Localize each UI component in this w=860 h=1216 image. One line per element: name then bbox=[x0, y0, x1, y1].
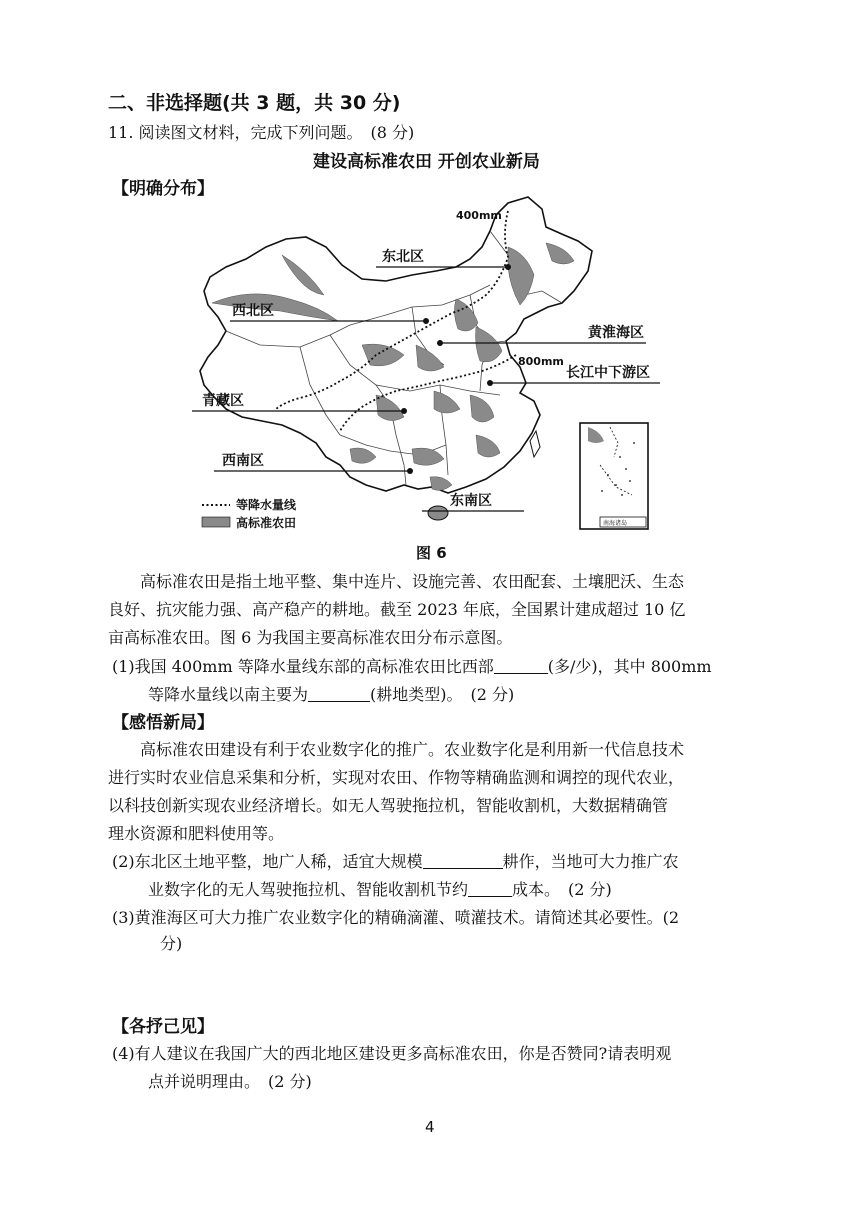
figure-caption: 图 6 bbox=[416, 544, 447, 562]
label-qingzang: 青藏区 bbox=[202, 393, 244, 409]
label-400mm: 400mm bbox=[456, 209, 502, 222]
q1-text-c: 等降水量线以南主要为 bbox=[148, 685, 309, 704]
q2-text-b: 耕作，当地可大力推广农 bbox=[502, 852, 679, 871]
question-1-line2 bbox=[148, 682, 514, 705]
q1-blank-2[interactable] bbox=[308, 685, 370, 702]
question-stem: 11. 阅读图文材料，完成下列问题。 (8 分) bbox=[108, 123, 415, 142]
question-title: 建设高标准农田 开创农业新局 bbox=[313, 152, 540, 172]
section-heading: 二、非选择题(共 3 题，共 30 分) bbox=[108, 92, 401, 114]
page-number: 4 bbox=[425, 1118, 435, 1136]
para2-line2: 进行实时农业信息采集和分析，实现对农田、作物等精确监测和调控的现代农业， bbox=[108, 768, 685, 787]
section-label-distribution: 【明确分布】 bbox=[112, 179, 214, 199]
label-northwest: 西北区 bbox=[232, 303, 274, 319]
q2-blank-2[interactable] bbox=[468, 880, 512, 897]
question-4-line1: (4)有人建议在我国广大的西北地区建设更多高标准农田，你是否赞同?请表明观 bbox=[112, 1044, 672, 1063]
question-4-line2: 点并说明理由。 (2 分) bbox=[148, 1072, 312, 1091]
q2-blank-1[interactable] bbox=[423, 852, 503, 869]
legend-farmland: 高标准农田 bbox=[236, 516, 297, 530]
q1-blank-1[interactable] bbox=[494, 657, 548, 674]
section-label-newlook: 【感悟新局】 bbox=[112, 713, 214, 733]
q1-text-d: (耕地类型)。 (2 分) bbox=[370, 685, 515, 704]
inset-label: 南海诸岛 bbox=[603, 520, 628, 527]
farmland-map bbox=[190, 195, 670, 535]
south-china-sea-inset bbox=[580, 423, 648, 529]
label-800mm: 800mm bbox=[518, 355, 564, 368]
para2-line4: 理水资源和肥料使用等。 bbox=[108, 824, 285, 843]
legend-isohyet: 等降水量线 bbox=[236, 498, 297, 512]
question-2-line1 bbox=[112, 849, 679, 872]
q2-text-d: 成本。 (2 分) bbox=[512, 880, 612, 899]
label-southeast: 东南区 bbox=[450, 493, 492, 509]
label-southwest: 西南区 bbox=[222, 453, 264, 469]
para2-line3: 以科技创新实现农业经济增长。如无人驾驶拖拉机，智能收割机，大数据精确管 bbox=[108, 796, 669, 815]
question-1-line1 bbox=[112, 654, 712, 677]
label-huanghuaihai: 黄淮海区 bbox=[588, 325, 644, 341]
label-northeast: 东北区 bbox=[382, 249, 424, 265]
q2-text-a: (2)东北区土地平整，地广人稀，适宜大规模 bbox=[112, 852, 423, 871]
q1-text-a: (1)我国 400mm 等降水量线东部的高标准农田比西部 bbox=[112, 657, 494, 676]
para1-line3: 亩高标准农田。图 6 为我国主要高标准农田分布示意图。 bbox=[108, 628, 513, 647]
para2-line1: 高标准农田建设有利于农业数字化的推广。农业数字化是利用新一代信息技术 bbox=[140, 740, 685, 759]
label-yangtze: 长江中下游区 bbox=[566, 365, 650, 381]
para1-line1: 高标准农田是指土地平整、集中连片、设施完善、农田配套、土壤肥沃、生态 bbox=[140, 572, 685, 591]
section-label-opinions: 【各抒己见】 bbox=[112, 1017, 214, 1037]
question-2-line2 bbox=[148, 877, 612, 900]
para1-line2: 良好、抗灾能力强、高产稳产的耕地。截至 2023 年底，全国累计建成超过 10 亿 bbox=[108, 600, 686, 619]
q2-text-c: 业数字化的无人驾驶拖拉机、智能收割机节约 bbox=[148, 880, 469, 899]
map-legend bbox=[202, 497, 297, 530]
q1-text-b: (多/少)，其中 800mm bbox=[547, 657, 712, 676]
question-3-line1: (3)黄淮海区可大力推广农业数字化的精确滴灌、喷灌技术。请简述其必要性。(2 bbox=[112, 908, 680, 927]
question-3-line2: 分) bbox=[160, 934, 183, 953]
